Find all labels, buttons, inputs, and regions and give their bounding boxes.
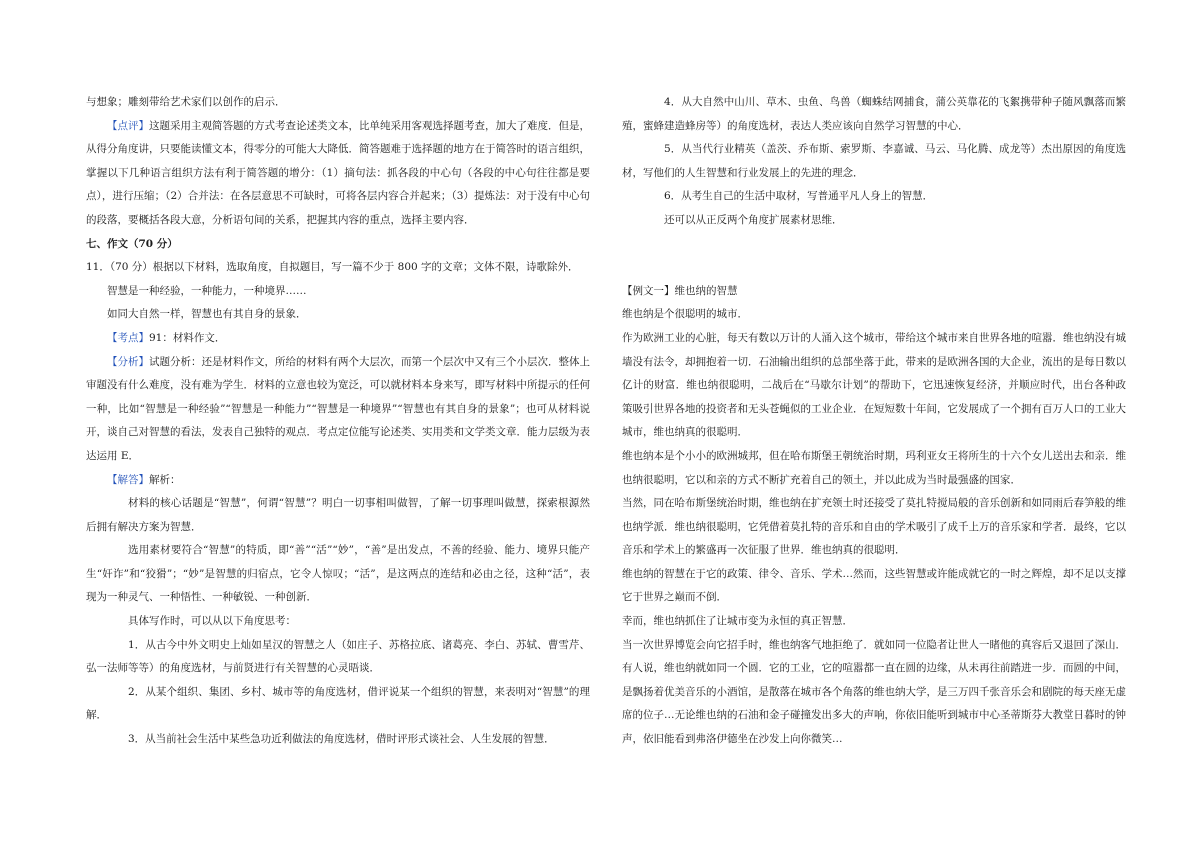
angle-4: 4．从大自然中山川、草木、虫鱼、鸟兽（蜘蛛结网捕食，蒲公英靠花的飞絮携带种子随风飘落而繁殖，蜜蜂建造蜂房等）的角度选材，表达人类应该向自然学习智慧的中心． — [622, 96, 1126, 132]
comment-tag: 【点评】 — [107, 119, 149, 132]
essay-paragraph-4: 当然，同在哈布斯堡统治时期，维也纳在扩充领土时还接受了莫扎特搅局般的音乐创新和如同雨后春笋般的维也纳学派．维也纳很聪明，它凭借着莫扎特的音乐和自由的学术吸引了成千上万的音乐家和学者．最终，它以音乐和学术上的繁盛再一次征服了世界．维也纳真的很聪明． — [622, 497, 1126, 557]
essay-title: 【例文一】维也纳的智慧 — [622, 284, 738, 297]
analysis-text: 试题分析：还是材料作文，所给的材料有两个大层次，而第一个层次中又有三个小层次．整体上审题没有什么难度，没有难为学生．材料的立意也较为宽泛，可以就材料本身来写，即写材料中所提示的任何一种，比如“智慧是一种经验”“智慧是一种能力”“智慧是一种境界”“智慧也有其自身的景象”；也可从材料说开，谈自己对智慧的看法，发表自己独特的观点．考点定位能写论述类、实用类和文学类文章．能力层级为表达运用 E． — [86, 355, 590, 462]
question-11: 11．（70 分）根据以下材料，选取角度，自拟题目，写一篇不少于 800 字的文章；文体不限，诗歌除外． — [86, 261, 579, 274]
analysis-paragraph — [86, 351, 590, 469]
essay-paragraph-6: 幸而，维也纳抓住了让城市变为永恒的真正智慧． — [622, 615, 853, 628]
essay-paragraph-7: 当一次世界博览会向它招手时，维也纳客气地拒绝了．就如同一位隐者让世人一睹他的真容后又退回了深山． — [622, 638, 1126, 651]
section-heading: 七、作文（70 分） — [86, 237, 178, 250]
essay-paragraph-5: 维也纳的智慧在于它的政策、律令、音乐、学术…然而，这些智慧或许能成就它的一时之辉煌，却不足以支撑它于世界之巅而不倒． — [622, 567, 1126, 604]
right-column — [622, 91, 1126, 752]
answer-tag: 【解答】 — [107, 473, 149, 486]
spacer — [622, 256, 1126, 280]
answer-point-1: 材料的核心话题是“智慧”，何谓“智慧”？明白一切事相叫做智，了解一切事理叫做慧，探索根源然后拥有解决方案为智慧． — [86, 497, 590, 533]
kaodian-text: 91：材料作文． — [149, 331, 226, 344]
comment-text: 这题采用主观简答题的方式考查论述类文本，比单纯采用客观选择题考查，加大了难度．但是，从得分角度讲，只要能读懂文本，得零分的可能大大降低．简答题难于选择题的地方在于简答时的语言组织，掌握以下几种语言组织方法有利于简答题的增分：（1）摘句法：抓各段的中心句（各段的中心句往往都是要点），进行压缩；（2）合并法：在各层意思不可缺时，可将各层内容合并起来；（3）提炼法：对于没有中心句的段落，要概括各段大意，分析语句间的关系，把握其内容的重点，选择主要内容． — [86, 119, 590, 226]
essay-paragraph-3: 维也纳本是个小小的欧洲城邦，但在哈布斯堡王朝统治时期，玛利亚女王将所生的十六个女儿送出去和亲．维也纳很聪明，它以和亲的方式不断扩充着自己的领土，并以此成为当时最强盛的国家． — [622, 449, 1126, 486]
analysis-tag: 【分析】 — [107, 355, 149, 368]
comment-paragraph — [86, 115, 590, 233]
extend-note: 还可以从正反两个角度扩展素材思维． — [664, 213, 843, 226]
angle-6: 6．从考生自己的生活中取材，写普通平凡人身上的智慧． — [664, 190, 934, 203]
spacer — [622, 233, 1126, 257]
answer-paragraph — [86, 469, 590, 493]
kaodian-paragraph — [86, 327, 590, 351]
left-column — [86, 91, 590, 752]
angle-5: 5．从当代行业精英（盖茨、乔布斯、索罗斯、李嘉诚、马云、马化腾、成龙等）杰出原因的角度选材，写他们的人生智慧和行业发展上的先进的理念． — [622, 143, 1126, 179]
angle-3: 3．从当前社会生活中某些急功近利做法的角度选材，借时评形式谈社会、人生发展的智慧． — [128, 733, 555, 746]
angle-1: 1．从古今中外文明史上灿如星汉的智慧之人（如庄子、苏格拉底、诸葛亮、李白、苏轼、曹雪芹、弘一法师等等）的角度选材，与前贤进行有关智慧的心灵晤谈． — [86, 638, 590, 675]
answer-point-3: 具体写作时，可以从以下角度思考： — [128, 615, 296, 628]
kaodian-tag: 【考点】 — [107, 331, 149, 344]
essay-paragraph-2: 作为欧洲工业的心脏，每天有数以万计的人涌入这个城市，带给这个城市来自世界各地的喧嚣．维也纳没有城墙没有法令，却拥抱着一切．石油输出组织的总部坐落于此，带来的是欧洲各国的大企业，流出的是每日数以亿计的财富．维也纳很聪明，二战后在“马歇尔计划”的帮助下，它迅速恢复经济，并顺应时代，出台各种政策吸引世界各地的投资者和无头苍蝇似的工业企业．在短短数十年间，它发展成了一个拥有百万人口的工业大城市，维也纳真的很聪明． — [622, 331, 1126, 439]
material-line-1: 智慧是一种经验，一种能力，一种境界…… — [107, 284, 307, 297]
answer-text: 解析： — [149, 473, 181, 486]
angle-2: 2．从某个组织、集团、乡村、城市等的角度选材，借评说某一个组织的智慧，来表明对“智慧”的理解． — [86, 685, 590, 722]
answer-point-2: 选用素材要符合“智慧”的特质，即“善”“活”“妙”，“善”是出发点，不善的经验、能力、境界只能产生“奸诈”和“狡猾”；“妙”是智慧的归宿点，它令人惊叹；“活”，是这两点的连结和必由之径，这种“活”，表现为一种灵气、一种悟性、一种敏锐、一种创新． — [86, 544, 590, 604]
continued-text: 与想象；雕刻带给艺术家们以创作的启示． — [86, 96, 286, 108]
essay-paragraph-8: 有人说，维也纳就如同一个圆．它的工业，它的喧嚣都一直在圆的边缘，从未再往前踏进一步．而圆的中间，是飘扬着优美音乐的小酒馆，是散落在城市各个角落的维也纳大学，是三万四千张音乐会和剧院的每天座无虚席的位子…无论维也纳的石油和金子碰撞发出多大的声响，你依旧能听到城市中心圣蒂斯芬大教堂日暮时的钟声，依旧能看到弗洛伊德坐在沙发上向你微笑… — [622, 662, 1126, 746]
essay-paragraph-1: 维也纳是个很聪明的城市． — [622, 308, 748, 321]
material-line-2: 如同大自然一样，智慧也有其自身的景象． — [107, 308, 307, 321]
